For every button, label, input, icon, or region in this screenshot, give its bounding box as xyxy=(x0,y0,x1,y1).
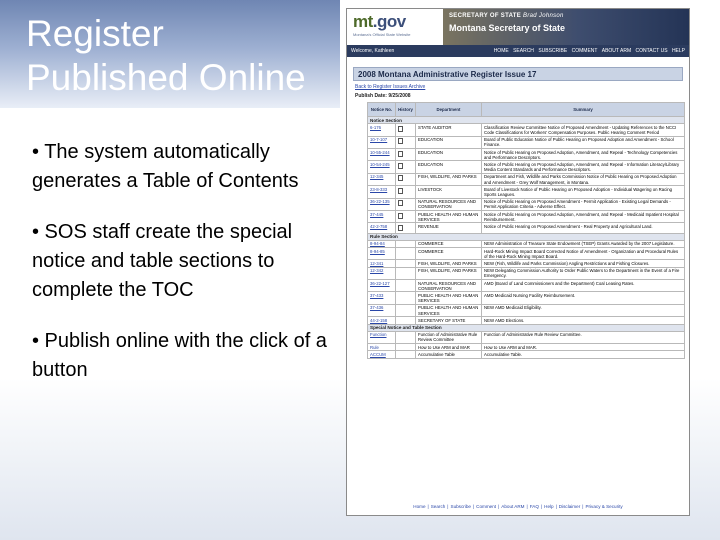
summary-cell: Hard-Rock Mining Impact Board Corrected Notice of Amendment - Organization and Procedural Rules of the Hard-Rock Mining Impact Board. xyxy=(482,248,685,260)
history-cell xyxy=(396,198,416,210)
back-to-archive-link[interactable]: Back to Register Issues Archive xyxy=(355,84,426,90)
table-row xyxy=(368,248,685,260)
notice-number-cell xyxy=(368,248,396,260)
footer-links xyxy=(347,504,689,509)
mtgov-logo-block[interactable] xyxy=(347,9,443,45)
summary-cell: AMD (Board of Land Commissioners and the Department) Coal Leasing Rates. xyxy=(482,280,685,292)
footer-separator: | xyxy=(498,504,500,509)
notice-number-link[interactable]: 8-94-85 xyxy=(370,248,385,254)
department-cell: How to Use ARM and MAR xyxy=(416,344,482,351)
nav-help[interactable]: HELP xyxy=(671,48,685,54)
summary-cell: Classification Review Committee Notice of Proposed Amendment - Updating References to the NCCI Code Classifications for Workers' Compensation Purposes. Public Hearing Comment Period xyxy=(482,124,685,136)
footer-link[interactable]: Privacy & Security xyxy=(585,504,623,509)
table-row xyxy=(368,304,685,316)
document-icon[interactable] xyxy=(398,213,403,219)
footer-link[interactable]: FAQ xyxy=(529,504,539,509)
notice-number-cell xyxy=(368,198,396,210)
summary-cell: Board of Livestock Notice of Public Hearing on Proposed Adoption - Individual Wagering on Racing Sports Leagues. xyxy=(482,186,685,198)
table-row xyxy=(368,267,685,279)
notice-number-link[interactable]: Rule xyxy=(370,344,379,350)
footer-separator: | xyxy=(447,504,449,509)
notice-number-cell xyxy=(368,136,396,148)
notice-number-link[interactable]: 42-2-758 xyxy=(370,223,388,229)
department-cell: FISH, WILDLIFE, AND PARKS xyxy=(416,173,482,185)
rule-section-header-label: Rule Section xyxy=(368,233,685,240)
table-row xyxy=(368,186,685,198)
bullet-item: • Publish online with the click of a button xyxy=(32,330,327,381)
notice-number-link[interactable]: 23-8-333 xyxy=(370,186,388,192)
table-row xyxy=(368,173,685,185)
history-cell xyxy=(396,124,416,136)
document-icon[interactable] xyxy=(398,151,403,157)
special-section-body xyxy=(368,324,685,358)
summary-cell: Notice of Public Hearing on Proposed Amendment - Permit Application - Existing Legal Demands - Permit Application Criteria - Adverse Effect. xyxy=(482,198,685,210)
nav-about[interactable]: ABOUT ARM xyxy=(601,48,632,54)
notice-number-cell xyxy=(368,344,396,351)
notice-number-cell xyxy=(368,223,396,233)
notice-number-link[interactable]: 6-176 xyxy=(370,124,381,130)
table-row xyxy=(368,331,685,343)
footer-separator: | xyxy=(582,504,584,509)
history-cell xyxy=(396,304,416,316)
department-cell: Accumulative Table xyxy=(416,351,482,358)
special-section-header-label: Special Notice and Table Section xyxy=(368,324,685,331)
department-cell: COMMERCE xyxy=(416,248,482,260)
table-row xyxy=(368,211,685,223)
slide-title xyxy=(26,12,336,100)
site-nav-bar xyxy=(347,45,689,57)
table-row xyxy=(368,317,685,324)
history-cell xyxy=(396,260,416,267)
notice-number-link[interactable]: 10-7-107 xyxy=(370,137,388,143)
summary-cell: NEW (Fish, Wildlife and Parks Commission) Angling Restrictions and Fishing Closures. xyxy=(482,260,685,267)
col-department: Department xyxy=(416,103,482,117)
col-history: History xyxy=(396,103,416,117)
department-cell: NATURAL RESOURCES AND CONSERVATION xyxy=(416,280,482,292)
nav-links xyxy=(491,48,685,54)
table-row xyxy=(368,223,685,233)
table-row xyxy=(368,351,685,358)
history-cell xyxy=(396,186,416,198)
summary-cell: How to Use ARM and MAR. xyxy=(482,344,685,351)
summary-cell: NEW Administration of Treasure State Endowment (TSEP) Grants Awarded by the 2007 Legislature. xyxy=(482,240,685,247)
document-icon[interactable] xyxy=(398,175,403,181)
history-cell xyxy=(396,351,416,358)
col-summary: Summary xyxy=(482,103,685,117)
notice-number-link[interactable]: 36-22-135 xyxy=(370,199,390,205)
department-cell: PUBLIC HEALTH AND HUMAN SERVICES xyxy=(416,304,482,316)
notice-number-cell xyxy=(368,280,396,292)
footer-link[interactable]: Comment xyxy=(476,504,497,509)
notice-number-cell xyxy=(368,331,396,343)
footer-separator: | xyxy=(427,504,429,509)
history-cell xyxy=(396,292,416,304)
footer-link[interactable]: Disclaimer xyxy=(558,504,581,509)
department-cell: REVENUE xyxy=(416,223,482,233)
logo-suffix: .gov xyxy=(372,12,406,31)
notice-section-header-label: Notice Section xyxy=(368,117,685,124)
table-of-contents xyxy=(367,102,685,359)
notice-number-link[interactable]: 12-341 xyxy=(370,260,384,266)
publish-date: Publish Date: 9/25/2008 xyxy=(355,93,411,99)
notice-number-link[interactable]: 44-2-158 xyxy=(370,317,388,323)
nav-subscribe[interactable]: SUBSCRIBE xyxy=(538,48,568,54)
notice-number-link[interactable]: 36-22-127 xyxy=(370,280,390,286)
notice-number-cell xyxy=(368,124,396,136)
document-icon[interactable] xyxy=(398,188,403,194)
summary-cell: Accumulative Table. xyxy=(482,351,685,358)
history-cell xyxy=(396,344,416,351)
notice-number-link[interactable]: 12-345 xyxy=(370,174,384,180)
summary-cell: Notice of Public Hearing on Proposed Adoption, Amendment, and Repeal - Technology Competencies and Performance Descriptors. xyxy=(482,149,685,161)
notice-number-link[interactable]: 37-433 xyxy=(370,292,384,298)
summary-cell: Notice of Public Hearing on Proposed Adoption, Amendment, and Repeal - Information Literacy/Library Media Content Standards and Performance Descriptors. xyxy=(482,161,685,173)
table-row xyxy=(368,260,685,267)
department-cell: PUBLIC HEALTH AND HUMAN SERVICES xyxy=(416,292,482,304)
summary-cell: NEW AMD Medicaid Eligibility. xyxy=(482,304,685,316)
slide-title-line2: Published Online xyxy=(26,57,306,98)
sos-banner xyxy=(443,9,689,45)
mtgov-logo[interactable] xyxy=(353,12,437,32)
department-cell: PUBLIC HEALTH AND HUMAN SERVICES xyxy=(416,211,482,223)
rule-section-body xyxy=(368,233,685,324)
toc-header-row xyxy=(368,103,685,117)
footer-separator: | xyxy=(472,504,475,509)
footer-link[interactable]: About ARM xyxy=(501,504,525,509)
department-cell: Function of Administrative Rule Review Committee xyxy=(416,331,482,343)
notice-number-link[interactable]: 12-342 xyxy=(370,268,384,274)
notice-section-header xyxy=(368,117,685,124)
history-cell xyxy=(396,240,416,247)
department-cell: STATE AUDITOR xyxy=(416,124,482,136)
history-cell xyxy=(396,267,416,279)
notice-number-link[interactable]: 37-445 xyxy=(370,211,384,217)
summary-cell: Function of Administrative Rule Review Committee. xyxy=(482,331,685,343)
summary-cell: Board of Public Education Notice of Public Hearing on Proposed Adoption and Amendment - School Finance. xyxy=(482,136,685,148)
special-section-header xyxy=(368,324,685,331)
table-row xyxy=(368,136,685,148)
footer-separator: | xyxy=(526,504,528,509)
notice-number-cell xyxy=(368,292,396,304)
history-cell xyxy=(396,331,416,343)
table-row xyxy=(368,161,685,173)
document-icon[interactable] xyxy=(398,138,403,144)
col-notice-no: Notice No. xyxy=(368,103,396,117)
table-row xyxy=(368,280,685,292)
history-cell xyxy=(396,211,416,223)
history-cell xyxy=(396,317,416,324)
register-web-page-screenshot xyxy=(346,8,690,516)
nav-home[interactable]: HOME xyxy=(493,48,509,54)
nav-search[interactable]: SEARCH xyxy=(513,48,534,54)
sos-title: Montana Secretary of State xyxy=(449,23,566,33)
history-cell xyxy=(396,161,416,173)
notice-number-link[interactable]: 8-94-84 xyxy=(370,241,385,247)
nav-comment[interactable]: COMMENT xyxy=(571,48,598,54)
summary-cell: AMD Medicaid Nursing Facility Reimbursement. xyxy=(482,292,685,304)
department-cell: FISH, WILDLIFE, AND PARKS xyxy=(416,267,482,279)
history-cell xyxy=(396,280,416,292)
notice-section-body xyxy=(368,117,685,234)
notice-number-link[interactable]: 10-54-245 xyxy=(370,161,390,167)
notice-number-cell xyxy=(368,240,396,247)
rule-section-header xyxy=(368,233,685,240)
notice-number-cell xyxy=(368,351,396,358)
history-cell xyxy=(396,173,416,185)
document-icon[interactable] xyxy=(398,200,403,206)
issue-title: 2008 Montana Administrative Register Issue 17 xyxy=(353,67,683,81)
table-row xyxy=(368,149,685,161)
logo-tagline: Montana's Official State Website xyxy=(353,32,411,37)
footer-separator: | xyxy=(540,504,543,509)
department-cell: EDUCATION xyxy=(416,161,482,173)
department-cell: COMMERCE xyxy=(416,240,482,247)
table-row xyxy=(368,124,685,136)
notice-number-cell xyxy=(368,304,396,316)
notice-number-cell xyxy=(368,173,396,185)
department-cell: FISH, WILDLIFE, AND PARKS xyxy=(416,260,482,267)
logo-prefix: mt xyxy=(353,12,373,31)
notice-number-link[interactable]: ACCUM xyxy=(370,351,386,357)
table-row xyxy=(368,344,685,351)
bullet-item: • The system automatically generates a Table of Contents xyxy=(32,141,299,192)
document-icon[interactable] xyxy=(398,163,403,169)
footer-separator: | xyxy=(555,504,557,509)
summary-cell: Notice of Public Hearing on Proposed Adoption, Amendment, and Repeal - Medicaid Inpatient Hospital Reimbursement. xyxy=(482,211,685,223)
notice-number-cell xyxy=(368,186,396,198)
notice-number-link[interactable]: Function xyxy=(370,332,387,338)
site-header xyxy=(347,9,689,45)
footer-link[interactable]: Help xyxy=(544,504,554,509)
department-cell: EDUCATION xyxy=(416,136,482,148)
history-cell xyxy=(396,223,416,233)
table-row xyxy=(368,198,685,210)
summary-cell: NEW Delegating Commission Authority to Order Public Waters to the Department in the Event of a Fire Emergency. xyxy=(482,267,685,279)
department-cell: NATURAL RESOURCES AND CONSERVATION xyxy=(416,198,482,210)
sos-name: Brad Johnson xyxy=(523,13,564,19)
notice-number-cell xyxy=(368,260,396,267)
department-cell: SECRETARY OF STATE xyxy=(416,317,482,324)
summary-cell: NEW AMD Elections. xyxy=(482,317,685,324)
footer-link[interactable]: Home xyxy=(413,504,426,509)
department-cell: EDUCATION xyxy=(416,149,482,161)
slide-title-line1: Register xyxy=(26,13,164,54)
table-row xyxy=(368,292,685,304)
document-icon[interactable] xyxy=(398,225,403,231)
notice-number-cell xyxy=(368,149,396,161)
document-icon[interactable] xyxy=(398,126,403,132)
notice-number-cell xyxy=(368,161,396,173)
summary-cell: Department and Fish, Wildlife and Parks Commission Notice of Public Hearing on Proposed Adoption and Amendment - Grey Wolf Management, in Montana. xyxy=(482,173,685,185)
history-cell xyxy=(396,149,416,161)
history-cell xyxy=(396,248,416,260)
nav-contact[interactable]: CONTACT US xyxy=(635,48,668,54)
summary-cell: Notice of Public Hearing on Proposed Amendment - Real Property and Agricultural Land. xyxy=(482,223,685,233)
slide-bullet-list xyxy=(32,138,332,407)
notice-number-link[interactable]: 37-436 xyxy=(370,305,384,311)
history-cell xyxy=(396,136,416,148)
sos-label: SECRETARY OF STATE Brad Johnson xyxy=(449,13,564,19)
notice-number-cell xyxy=(368,211,396,223)
footer-link[interactable]: Subscribe xyxy=(450,504,471,509)
bullet-item: • SOS staff create the special notice and table sections to complete the TOC xyxy=(32,221,293,301)
department-cell: LIVESTOCK xyxy=(416,186,482,198)
footer-link[interactable]: Search xyxy=(430,504,446,509)
welcome-text: Welcome, Kathleen xyxy=(351,48,395,54)
notice-number-cell xyxy=(368,267,396,279)
table-row xyxy=(368,240,685,247)
notice-number-cell xyxy=(368,317,396,324)
notice-number-link[interactable]: 10-55-244 xyxy=(370,149,390,155)
